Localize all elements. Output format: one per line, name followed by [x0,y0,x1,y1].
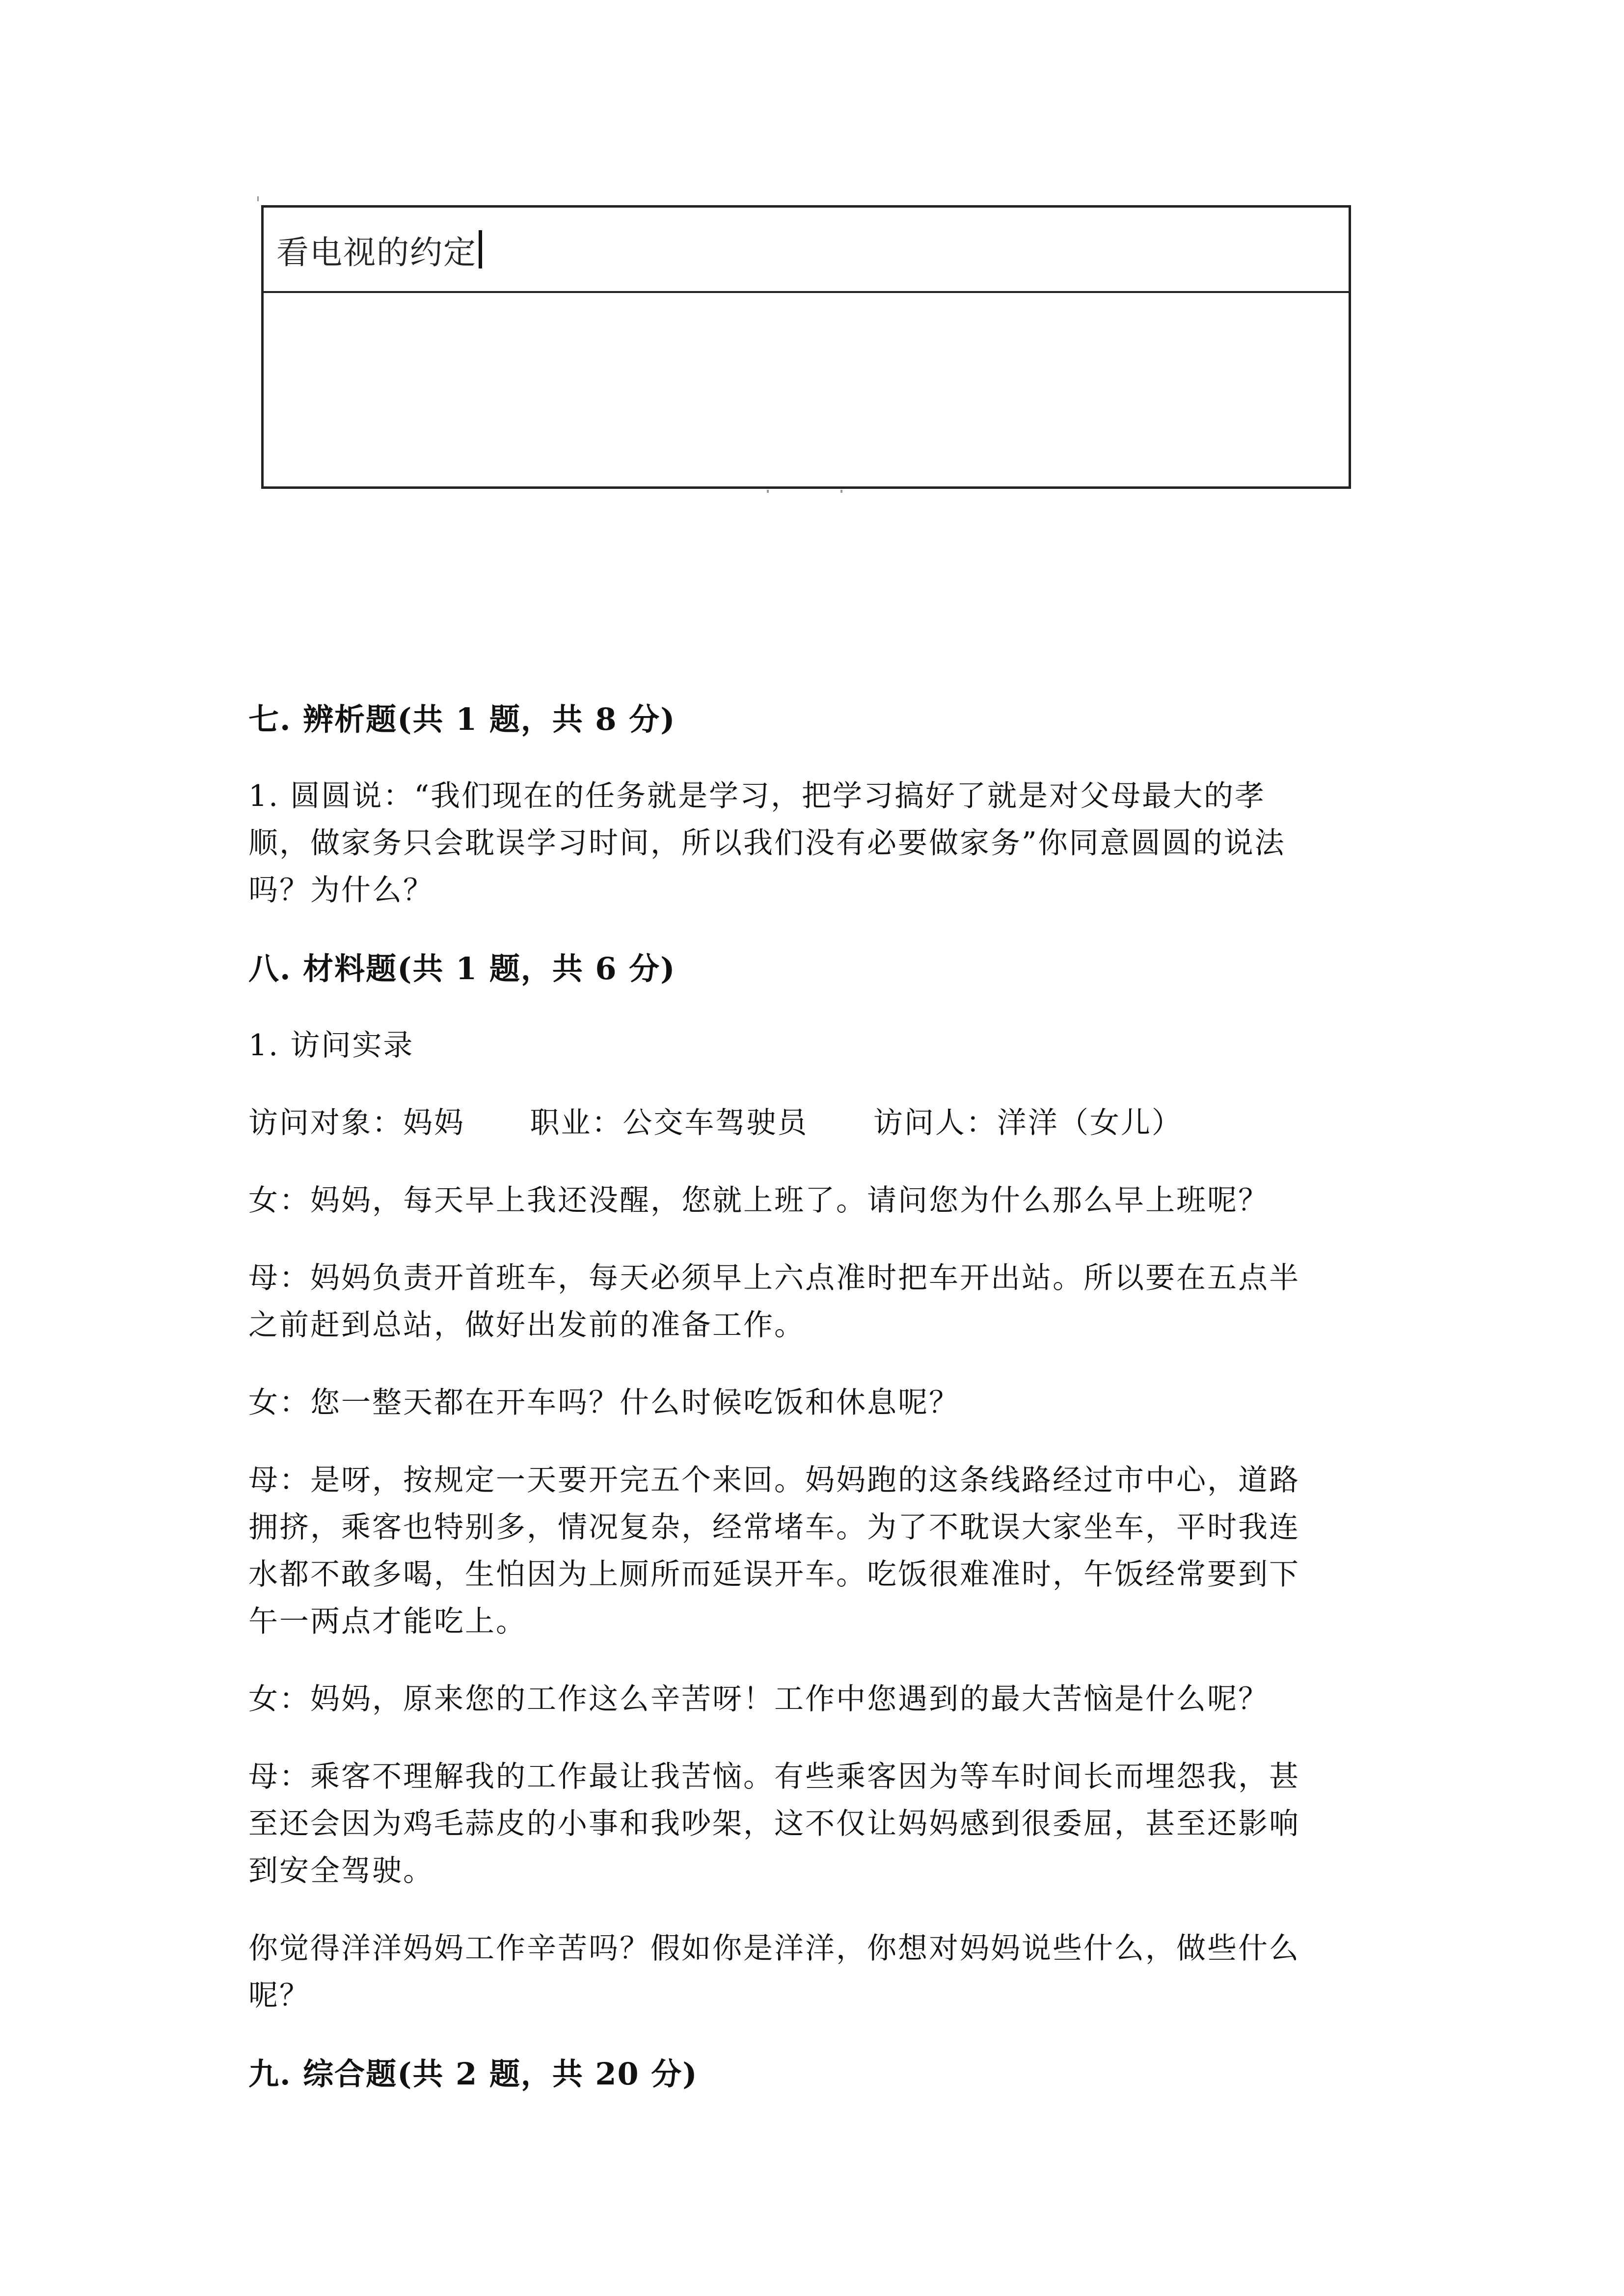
interview-interviewer: 访问人：洋洋（女儿） [873,1106,1183,1140]
dialogue-line: 女：妈妈，每天早上我还没醒，您就上班了。请问您为什么那么早上班呢？ [248,1183,1269,1218]
question-line: 你觉得洋洋妈妈工作辛苦吗？假如你是洋洋，你想对妈妈说些什么，做些什么 [248,1931,1300,1966]
section7-question [248,773,1378,914]
tv-agreement-answer-area[interactable] [264,293,1349,487]
text-cursor [479,230,482,268]
interview-info [248,1099,1378,1147]
tv-agreement-title: 看电视的约定 [276,233,477,271]
dialogue-paragraph [248,1379,1378,1426]
question-content [248,697,1378,2097]
dialogue-line: 女：妈妈，原来您的工作这么辛苦呀！工作中您遇到的最大苦恼是什么呢？ [248,1682,1269,1716]
dialogue-line: 到安全驾驶。 [248,1854,434,1888]
dialogue-paragraph [248,1753,1378,1895]
dialogue-line: 拥挤，乘客也特别多，情况复杂，经常堵车。为了不耽误大家坐车，平时我连 [248,1510,1300,1545]
dialogue-line: 母：是呀，按规定一天要开完五个来回。妈妈跑的这条线路经过市中心，道路 [248,1463,1300,1497]
interview-subject: 访问对象：妈妈 [248,1106,465,1140]
question-line: 呢？ [248,1978,310,2013]
tv-agreement-box-header [264,208,1349,293]
question-line: 1. 圆圆说：“我们现在的任务就是学习，把学习搞好了就是对父母最大的孝 [248,779,1266,813]
corner-mark [257,196,259,201]
dialogue-paragraph [248,1676,1378,1723]
question-line: 吗？为什么？ [248,873,434,908]
section8-question-title: 1. 访问实录 [248,1028,414,1063]
follow-up-question [248,1925,1378,2019]
section7-heading: 七. 辨析题(共 1 题，共 8 分) [248,701,676,737]
dialogue-paragraph [248,1255,1378,1349]
dialogue-line: 水都不敢多喝，生怕因为上厕所而延误开车。吃饭很难准时，午饭经常要到下 [248,1557,1300,1592]
dialogue-line: 女：您一整天都在开车吗？什么时候吃饭和休息呢？ [248,1386,960,1420]
interview-job: 职业：公交车驾驶员 [530,1106,809,1140]
section8-heading: 八. 材料题(共 1 题，共 6 分) [248,951,676,987]
dialogue-line: 母：妈妈负责开首班车，每天必须早上六点准时把车开出站。所以要在五点半 [248,1261,1300,1295]
dialogue-line: 至还会因为鸡毛蒜皮的小事和我吵架，这不仅让妈妈感到很委屈，甚至还影响 [248,1807,1300,1841]
dialogue-paragraph [248,1177,1378,1224]
dialogue-line: 母：乘客不理解我的工作最让我苦恼。有些乘客因为等车时间长而埋怨我，甚 [248,1760,1300,1794]
dialogue-line: 午一两点才能吃上。 [248,1604,527,1639]
section9-heading: 九. 综合题(共 2 题，共 20 分) [248,2056,698,2092]
question-line: 顺，做家务只会耽误学习时间，所以我们没有必要做家务”你同意圆圆的说法 [248,826,1286,860]
bottom-mark-right [840,490,842,493]
bottom-mark-left [767,490,769,493]
tv-agreement-box [261,205,1351,489]
dialogue-paragraph [248,1457,1378,1645]
dialogue-line: 之前赶到总站，做好出发前的准备工作。 [248,1308,805,1342]
